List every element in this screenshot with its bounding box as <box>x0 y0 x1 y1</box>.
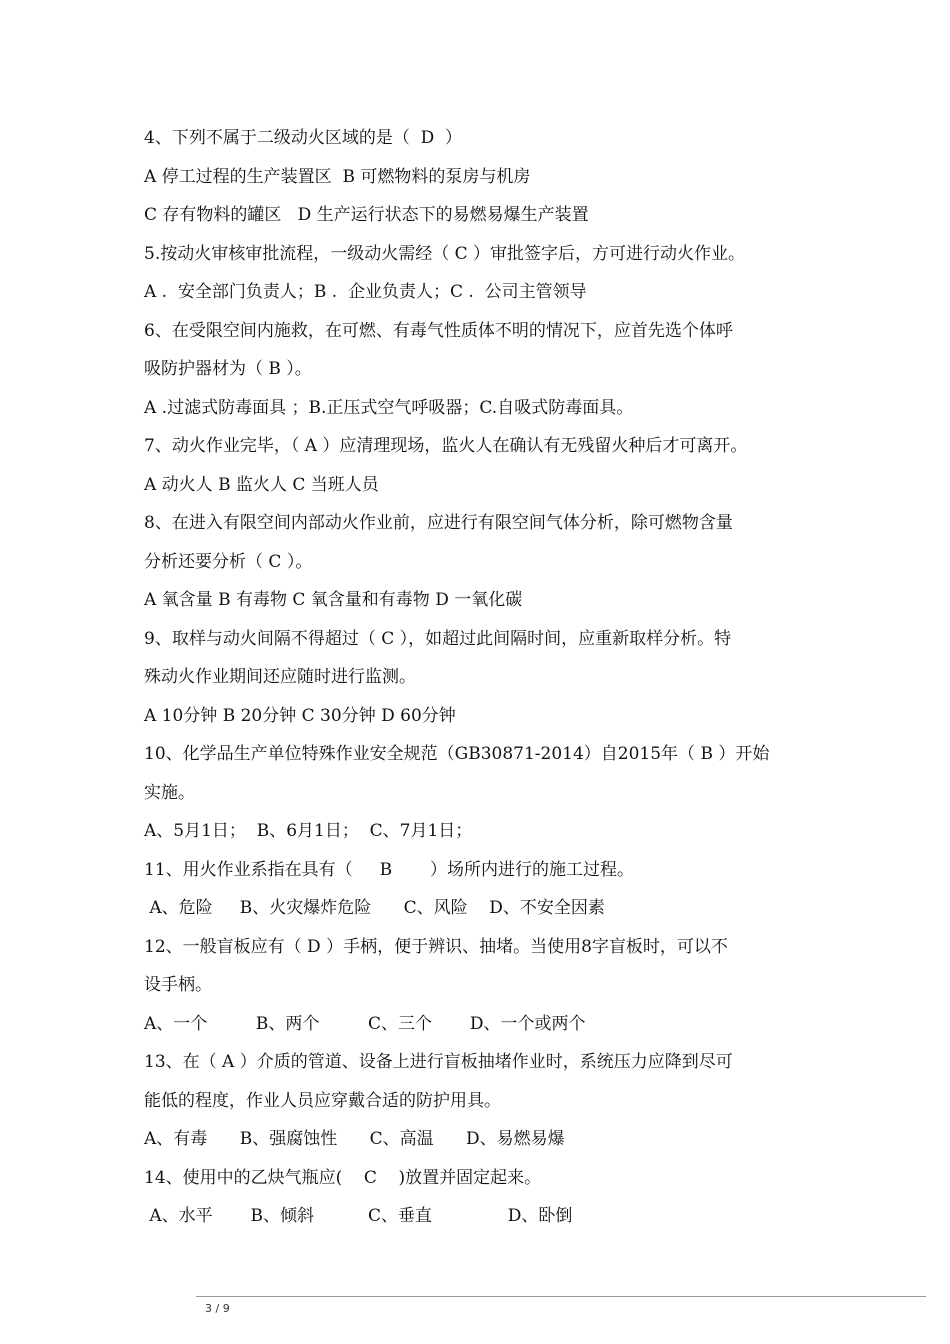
question-14: 14、使用中的乙炔气瓶应( C )放置并固定起来。 <box>144 1167 542 1188</box>
question-5-options: A . 安全部门负责人；B . 企业负责人；C . 公司主管领导 <box>144 282 587 302</box>
question-12-options: A、一个 B、两个 C、三个 D、一个或两个 <box>144 1013 586 1034</box>
question-9-line-1: 9、取样与动火间隔不得超过（ C ），如超过此间隔时间，应重新取样分析。特 <box>144 628 732 649</box>
document-body <box>144 119 814 1236</box>
question-8-options: A 氧含量 B 有毒物 C 氧含量和有毒物 D 一氧化碳 <box>144 590 523 610</box>
question-8-line-2: 分析还要分析（ C ）。 <box>144 551 313 572</box>
question-11-options: A、危险 B、火灾爆炸危险 C、风险 D、不安全因素 <box>144 898 605 918</box>
question-8-line-1: 8、在进入有限空间内部动火作业前，应进行有限空间气体分析，除可燃物含量 <box>144 513 733 533</box>
question-6-options: A .过滤式防毒面具 ；B.正压式空气呼吸器；C.自吸式防毒面具。 <box>144 397 634 418</box>
question-10-line-1: 10、化学品生产单位特殊作业安全规范（GB30871-2014）自2015年（ B ）开始 <box>144 744 770 764</box>
question-7: 7、动火作业完毕，（ A ）应清理现场，监火人在确认有无残留火种后才可离开。 <box>144 436 748 456</box>
question-10-options: A、5月1日； B、6月1日； C、7月1日； <box>144 821 473 841</box>
question-12-line-2: 设手柄。 <box>144 975 212 995</box>
question-13-line-1: 13、在（ A ）介质的管道、设备上进行盲板抽堵作业时，系统压力应降到尽可 <box>144 1052 733 1072</box>
question-13-options: A、有毒 B、强腐蚀性 C、高温 D、易燃易爆 <box>144 1129 565 1149</box>
question-6-line-1: 6、在受限空间内施救，在可燃、有毒气性质体不明的情况下，应首先选个体呼 <box>144 320 733 341</box>
question-6-line-2: 吸防护器材为（ B ）。 <box>144 359 312 379</box>
page-number: 3 / 9 <box>205 1302 230 1315</box>
footer-divider <box>196 1296 926 1297</box>
question-4-options-line-1: A 停工过程的生产装置区 B 可燃物料的泵房与机房 <box>144 166 531 187</box>
question-4: 4、下列不属于二级动火区域的是（ D ） <box>144 128 463 148</box>
question-11: 11、用火作业系指在具有（ B ）场所内进行的施工过程。 <box>144 859 634 880</box>
question-7-options: A 动火人 B 监火人 C 当班人员 <box>144 474 379 495</box>
question-14-options: A、水平 B、倾斜 C、垂直 D、卧倒 <box>144 1206 573 1226</box>
question-12-line-1: 12、一般盲板应有（ D ）手柄，便于辨识、抽堵。当使用8字盲板时，可以不 <box>144 936 728 957</box>
question-9-line-2: 殊动火作业期间还应随时进行监测。 <box>144 667 416 687</box>
question-9-options: A 10分钟 B 20分钟 C 30分钟 D 60分钟 <box>144 705 456 726</box>
question-10-line-2: 实施。 <box>144 782 195 803</box>
question-4-options-line-2: C 存有物料的罐区 D 生产运行状态下的易燃易爆生产装置 <box>144 205 589 225</box>
question-13-line-2: 能低的程度，作业人员应穿戴合适的防护用具。 <box>144 1090 501 1111</box>
question-5: 5.按动火审核审批流程，一级动火需经（ C ）审批签字后，方可进行动火作业。 <box>144 243 746 264</box>
